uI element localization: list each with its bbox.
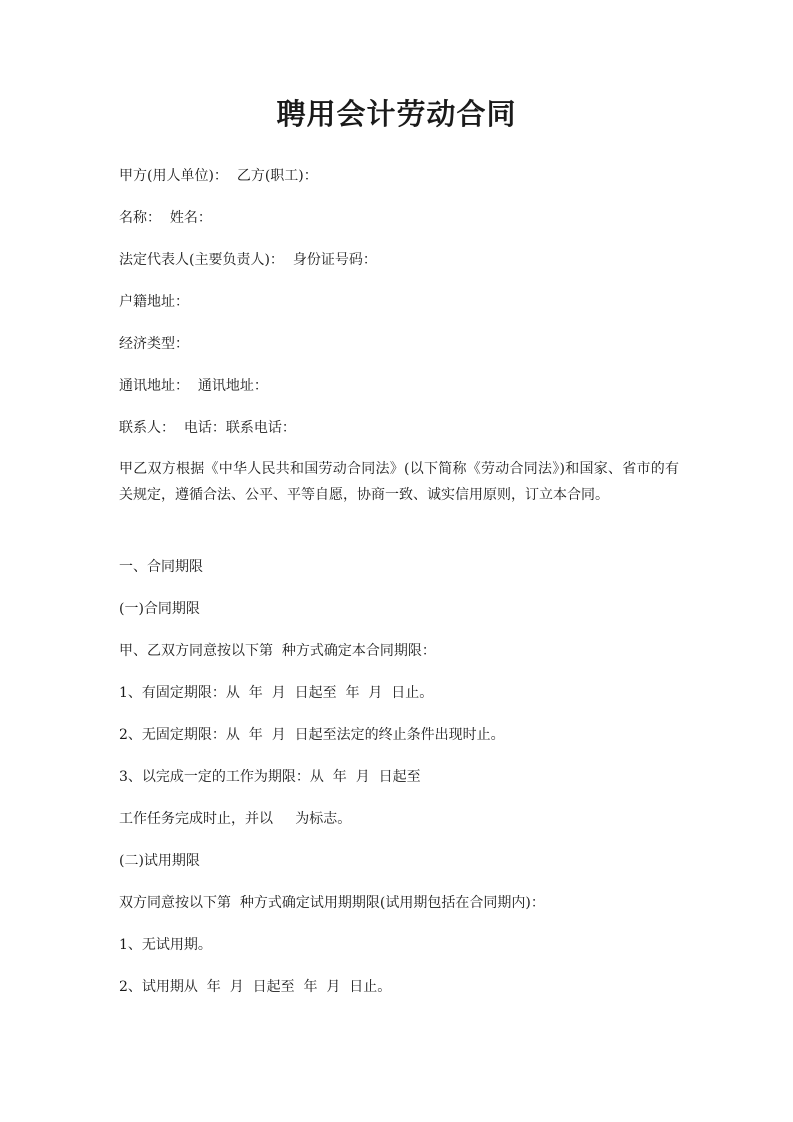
probation-option-period: 2、试用期从 年 月 日起至 年 月 日止。 (119, 979, 392, 995)
subsection-heading-probation: (二)试用期限 (119, 853, 200, 869)
name-line: 名称： 姓名： (119, 210, 212, 226)
probation-intro-line: 双方同意按以下第 种方式确定试用期期限(试用期包括在合同期内)： (119, 895, 545, 911)
term-option-task-continued: 工作任务完成时止，并以 为标志。 (119, 811, 352, 827)
term-option-task: 3、以完成一定的工作为期限：从 年 月 日起至 (119, 769, 421, 785)
legal-representative-line: 法定代表人(主要负责人)： 身份证号码： (119, 252, 377, 268)
term-intro-line: 甲、乙双方同意按以下第 种方式确定本合同期限： (119, 643, 436, 659)
probation-option-none: 1、无试用期。 (119, 937, 212, 953)
section-heading-term: 一、合同期限 (119, 559, 203, 575)
party-header-line: 甲方(用人单位)： 乙方(职工)： (119, 168, 318, 184)
mailing-address-line: 通讯地址： 通讯地址： (119, 378, 268, 394)
household-address-line: 户籍地址： (119, 294, 189, 310)
term-option-fixed: 1、有固定期限：从 年 月 日起至 年 月 日止。 (119, 685, 434, 701)
subsection-heading-term: (一)合同期限 (119, 601, 200, 617)
contact-line: 联系人： 电话：联系电话： (119, 420, 296, 436)
economic-type-line: 经济类型： (119, 336, 189, 352)
term-option-open-ended: 2、无固定期限：从 年 月 日起至法定的终止条件出现时止。 (119, 727, 505, 743)
intro-paragraph: 甲乙双方根据《中华人民共和国劳动合同法》(以下简称《劳动合同法》)和国家、省市的有关规定，遵循合法、公平、平等自愿，协商一致、诚实信用原则，订立本合同。 (119, 461, 679, 503)
document-title: 聘用会计劳动合同 (276, 97, 517, 131)
